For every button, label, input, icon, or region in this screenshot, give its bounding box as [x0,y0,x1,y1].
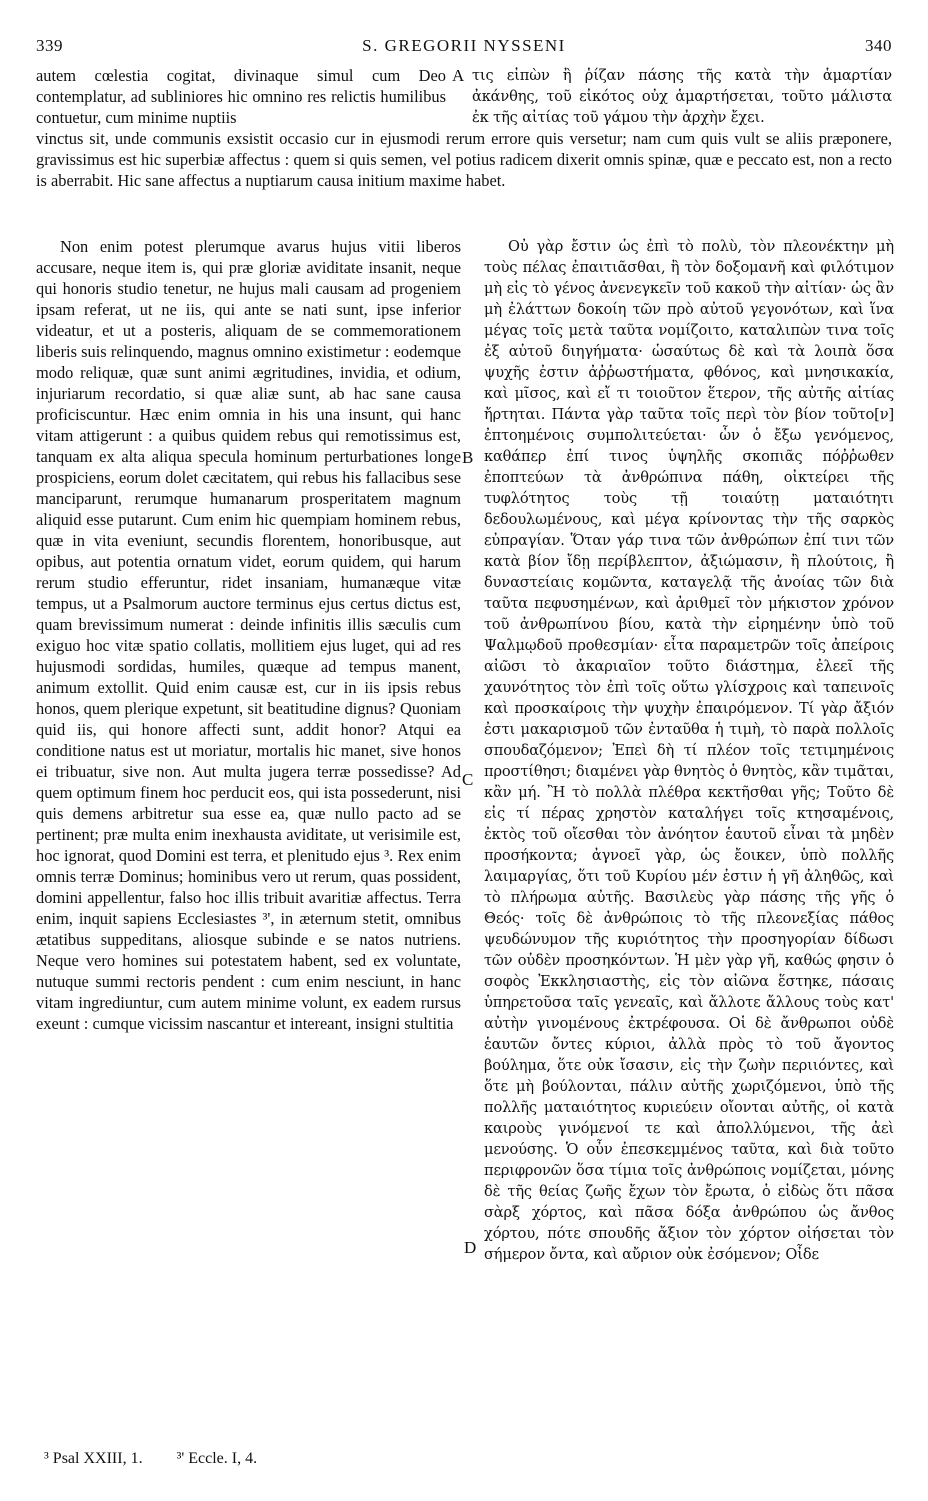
section-marker-d: D [464,1238,477,1257]
page-number-right: 340 [865,36,892,55]
latin-full-width-text: vinctus sit, unde communis exsistit occasio cur in ejusmodi rerum errore quis versetur; nam cum quis vult se aliis præponere, gravissimus est hic superbiæ affectus : quem si quis semen, vel potius radicem dixerit omnis spinæ, quæ e peccato est, non a recto is aberrabit. Hic sane affectus a nuptiarum causa initium maxime habet. [36,129,892,190]
latin-top-paragraph [36,65,446,128]
footnote-2: ³' Eccle. I, 4. [176,1450,258,1467]
section-marker-b: B [462,448,474,467]
section-marker-c: C [462,770,474,789]
latin-top-text: autem cœlestia cogitat, divinaque simul cum Deo contemplatur, ad subliniores hic omnino res relictis humilibus contuetur, cum minime nuptiis [36,66,446,127]
footnotes [44,1450,287,1468]
running-title: S. GREGORII NYSSENI [362,36,566,55]
greek-column-text: Οὐ γὰρ ἔστιν ὡς ἐπὶ τὸ πολὺ, τὸν πλεονέκτην μὴ τοὺς πέλας ἐπαιτιᾶσθαι, ἢ τὸν δοξομανῆ καὶ φιλότιμον μὴ εἰς τὸ γένος ἀνενεγκεῖν τοῦ κακοῦ τὴν αἰτίαν· ὡς ἂν μὴ ἐλάττων δοκοίη τῶν πρὸ αὐτοῦ γεγονότων, καὶ ἵνα μέγας τοῖς μετὰ ταῦτα νομίζοιτο, καταλιπὼν τινα τοῖς ἐξ αὐτοῦ διηγήματα· ὡσαύτως δὲ καὶ τὰ λοιπὰ ὅσα ψυχῆς ἐστιν ἀῤῥωστήματα, φθόνος, καὶ μνησικακία, καὶ μῖσος, καὶ εἴ τι τοιοῦτον ἕτερον, τῆς αὐτῆς αἰτίας ἤρτηται. Πάντα γὰρ ταῦτα τοῖς περὶ τὸν βίον τοῦτο[ν] ἐπτοημένοις συμπολιτεύεται· ὧν ὁ ἔξω γενόμενος, καθάπερ ἐπί τινος ὑψηλῆς σκοπιᾶς πόῤῥωθεν ἐποπτεύων τὰ ἀνθρώπινα πάθη, οἰκτείρει τῆς τυφλότητος τοὺς τῇ τοιαύτῃ ματαιότητι δεδουλωμένους, καὶ μέγα κρίνοντας τὴν τῆς σαρκὸς εὐπραγίαν. Ὅταν γάρ τινα τῶν ἀνθρώπων ἐπί τινι τῶν κατὰ βίον ἴδῃ περίβλεπτον, ἀξιώμασιν, ἢ πλούτοις, ἢ δυναστείαις κομῶντα, καταγελᾷ τῆς ἀνοίας τῶν διὰ ταῦτα πεφυσημένων, καὶ ἀριθμεῖ τὸν μήκιστον χρόνον τοῦ ἀνθρωπίνου βίου, κατὰ τὴν εἰρημένην ὑπὸ τοῦ Ψαλμῳδοῦ προθεσμίαν· εἶτα παραμετρῶν τοῖς ἀπείροις αἰῶσι τὸ ἀκαριαῖον τοῦτο διάστημα, ἐλεεῖ τῆς χαυνότητος τὸν ἐπὶ τοῖς οὕτω γλίσχροις καὶ ταπεινοῖς καὶ προσκαίροις τὴν ψυχὴν ἐπαιρόμενον. Τί γὰρ ἄξιόν ἐστι μακαρισμοῦ τῶν ἐνταῦθα ἡ τιμὴ, τὸ παρὰ πολλοῖς σπουδαζόμενον; Ἐπεὶ δὴ τί πλέον τοῖς τετιμημένοις προστίθησι; διαμένει γὰρ θνητὸς ὁ θνητὸς, κἂν τιμᾶται, κἂν μή. Ἢ τὸ πολλὰ πλέθρα κεκτῆσθαι γῆς; Τοῦτο δὲ εἰς τί πέρας χρηστὸν καταλήγει τοῖς κτησαμένοις, ἐκτὸς τοῦ οἴεσθαι τὸν ἀνόητον ἑαυτοῦ εἶναι τὰ μηδὲν προσήκοντα; ἀγνοεῖ γὰρ, ὡς ἔοικεν, ὑπὸ πολλῆς λαιμαργίας, ὅτι τοῦ Κυρίου μέν ἐστιν ἡ γῆ ἀληθῶς, καὶ τὸ πλήρωμα αὐτῆς. Βασιλεὺς γὰρ πάσης τῆς γῆς ὁ Θεός· τοῖς δὲ ἀνθρώποις τὸ τῆς πλεονεξίας πάθος ψευδώνυμον τῆς κυριότητος τὴν προσηγορίαν δίδωσι τῶν οὐδὲν προσηκόντων. Ἡ μὲν γὰρ γῆ, καθώς φησιν ὁ σοφὸς Ἐκκλησιαστὴς, εἰς τὸν αἰῶνα ἕστηκε, πάσαις ὑπηρετοῦσα ταῖς γενεαῖς, καὶ ἄλλοτε ἄλλους τοὺς κατ' αὐτὴν γινομένους ἐκτρέφουσα. Οἱ δὲ ἄνθρωποι οὐδὲ ἑαυτῶν ὄντες κύριοι, ἀλλὰ πρὸς τὸ τοῦ ἄγοντος βούλημα, ὅτε οὐκ ἴσασιν, εἰς τὴν ζωὴν περιιόντες, καὶ ὅτε μὴ βούλονται, πάλιν αὐτῆς χωριζόμενοι, ὑπὸ τῆς πολλῆς ματαιότητος κυριεύειν οἴονται αὐτῆς, οἱ κατὰ καιροὺς γινόμενοί τε καὶ ἀπολλύμενοι, τῆς ἀεὶ μενούσης. Ὁ οὖν ἐπεσκεμμένος ταῦτα, καὶ διὰ τοῦτο περιφρονῶν ὅσα τίμια τοῖς ἀνθρώποις νομίζεται, μόνης δὲ τῆς θείας ζωῆς ἔχων τὸν ἔρωτα, ὁ εἰδὼς ὅτι πᾶσα σὰρξ χόρτος, καὶ πᾶσα δόξα ἀνθρώπου ὡς ἄνθος χόρτου, πότε σπουδῆς ἄξιον τὸν χόρτον οἰήσεται τὸν σήμερον ὄντα, καὶ αὔριον οὐκ ἐσόμενον; Οἶδε [484,238,894,1263]
latin-column-text: Non enim potest plerumque avarus hujus vitii liberos accusare, neque item is, qui præ gloriæ aviditate insanit, neque qui honoris studio tenetur, ne hujus mali causam ad progeniem ipsam referat, ut ne iis, qui ante se nati sunt, ipse inferior videatur, et ut a posteris, aliquam de se commemorationem liberis suis relinquendo, magnus omnino existimetur : eodemque modo reliquæ, quæ sunt animi ægritudines, invidia, et odium, injuriarum recordatio, si quæ aliæ sunt, ab hac sane causa proficiscuntur. Hæc enim omnia in his una insunt, qui hanc vitam attigerunt : a quibus quidem rebus qui remotissimus est, tanquam ex alta aliqua specula hominum perturbationes longe prospiciens, eorum dolet cæcitatem, qui rebus his fallacibus sese manciparunt, rerumque humanarum prosperitatem magnum aliquid esse putarunt. Cum enim hic quempiam hominem rebus, quæ in vita eveniunt, secundis florentem, honoribusque, aut opibus, aut potentia ornatum videt, eorum quidem, qui harum rerum studio efferuntur, ridet insaniam, humanæque vitæ tempus, ut a Psalmorum auctore terminus ejus certus dictus est, quam brevissimum numerat : deinde infinitis illis sæculis cum exiguo hoc vitæ spatio collatis, mollitiem ejus luget, qui ad res hujusmodi sordidas, humiles, quæque ad tempus manent, animum extollit. Quid enim causæ est, cur in iis ipsis rebus honos, quem plerique expetunt, sit beatitudine dignus? Quoniam quid iis, qui honore affecti sunt, addit honor? Atqui ea conditione natus est ut moriatur, mortalis hic manet, sive honos ei tribuatur, sive non. Aut multa jugera terræ possedisse? Ad quem optimum finem hoc perducit eos, qui ista possederunt, nisi quis demens arbitretur sua esse ea, quæ nullo pacto ad se pertinent; præ multa enim inexhausta aviditate, ut verisimile est, hoc ignorat, quod Domini est terra, et plenitudo ejus ³. Rex enim omnis terræ Dominus; hominibus vero ut rerum, quas possident, domini appellentur, falso hoc illis tribuit avaritiæ affectus. Terra enim, inquit sapiens Ecclesiastes ³', in æternum stetit, omnibus ætatibus suppeditans, aliosque subinde e se natos nutriens. Neque vero homines sui potestatem habent, sed ex voluntate, nutuque summi rectoris pendent : cum enim nesciunt, in hanc vitam ingrediuntur, cum autem minime volunt, ex eadem rursus exeunt : cumque vicissim nascantur et intereant, insigni stultitia [36,237,461,1033]
footnote-1: ³ Psal XXIII, 1. [44,1450,143,1467]
section-marker-a: A [452,66,465,85]
greek-top-text: τις εἰπὼν ἢ ῥίζαν πάσης τῆς κατὰ τὴν ἁμαρτίαν ἀκάνθης, τοῦ εἰκότος οὐχ ἁμαρτήσεται, τοῦτο μάλιστα ἐκ τῆς αἰτίας τοῦ γάμου τὴν ἀρχὴν ἔχει. [472,67,892,126]
latin-column [36,236,461,1034]
latin-full-width-paragraph [36,128,892,191]
greek-top-paragraph [472,65,892,128]
greek-column [484,236,894,1265]
page-number-left: 339 [36,36,63,55]
